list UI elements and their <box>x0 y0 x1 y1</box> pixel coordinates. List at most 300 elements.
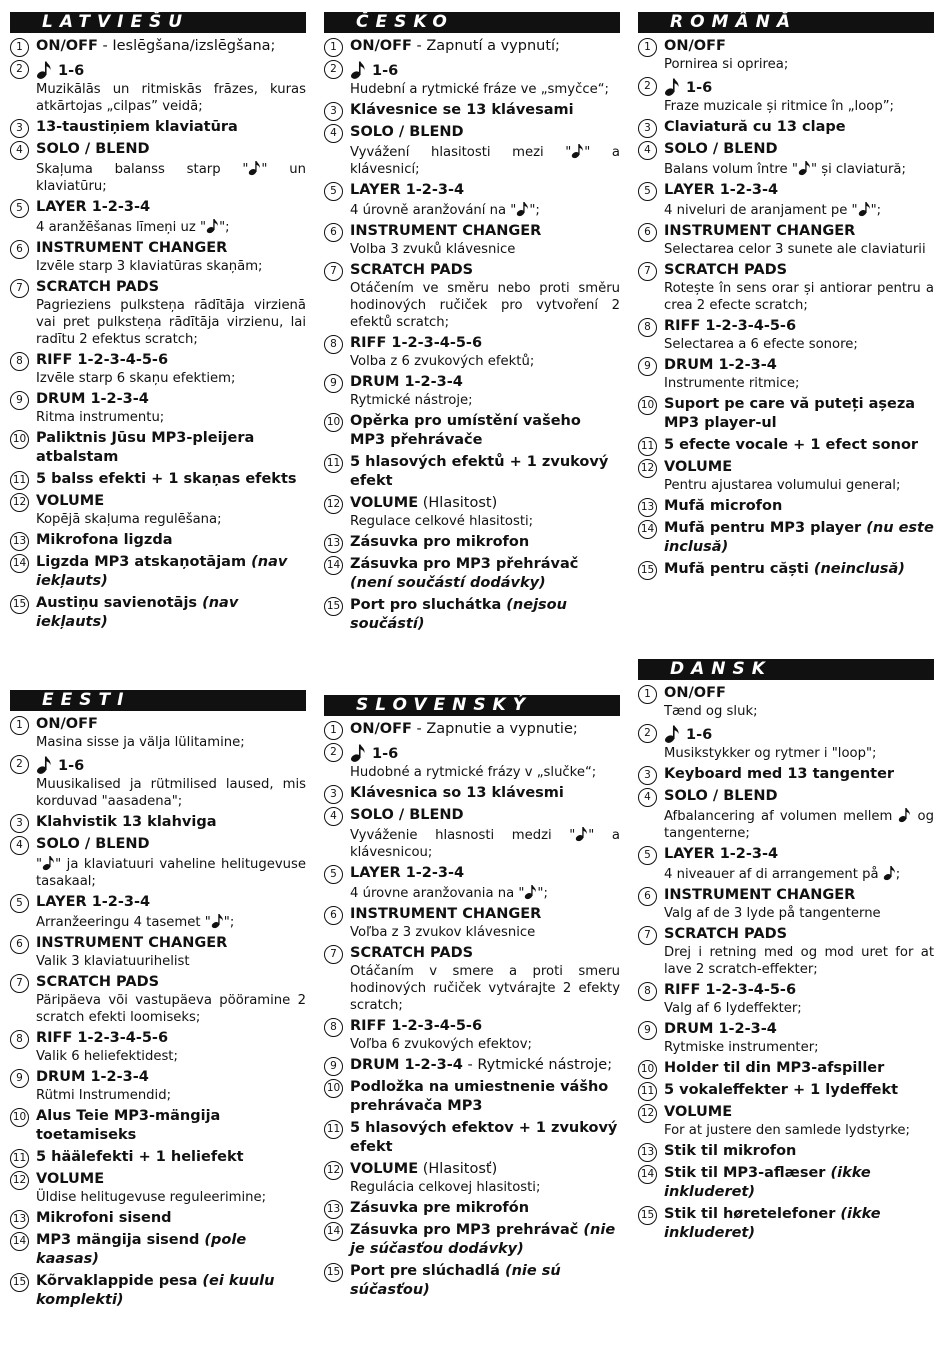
item-number-badge: 6 <box>324 223 343 242</box>
item-title-suffix: - Zapnutie a vypnutie; <box>411 721 578 737</box>
item-description <box>664 864 934 883</box>
section-header: DANSK <box>638 659 934 680</box>
item-number-badge: 4 <box>10 141 29 160</box>
item-title <box>36 1029 306 1048</box>
item-number-badge: 2 <box>638 724 657 743</box>
item-title-note: (ei kuulu komplekti) <box>36 1273 275 1308</box>
music-note-icon <box>206 217 219 234</box>
item-description-start: 4 niveluri de aranjament pe " <box>664 203 858 218</box>
item-title <box>36 118 306 137</box>
item-title <box>350 555 620 593</box>
item-number-badge: 8 <box>324 335 343 354</box>
item-description: Rütmi Instrumendid; <box>36 1088 172 1103</box>
item-description: Volba 3 zvuků klávesnice <box>350 242 516 257</box>
item-title <box>36 754 306 776</box>
item-title-text: SCRATCH PADS <box>36 974 160 990</box>
item-title <box>36 351 306 370</box>
item-title-text: INSTRUMENT CHANGER <box>350 223 542 239</box>
item-title-suffix: - Rytmické nástroje; <box>462 1057 613 1073</box>
item-title <box>36 429 306 467</box>
item-title <box>664 1164 934 1202</box>
item-number-badge: 12 <box>324 1161 343 1180</box>
item-title-text: VOLUME <box>664 459 733 475</box>
item-number-badge: 14 <box>638 1165 657 1184</box>
list-item <box>324 596 620 634</box>
item-description: Volba z 6 zvukových efektů; <box>350 354 535 369</box>
item-title-text: Stik til mikrofon <box>664 1143 797 1159</box>
music-note-icon <box>858 200 871 217</box>
item-number-badge: 2 <box>638 77 657 96</box>
item-description-end: " a klávesnicou; <box>350 828 620 860</box>
item-title-text: Mufă pentru MP3 player <box>664 520 862 536</box>
item-title-text: Holder til din MP3-afspiller <box>664 1060 885 1076</box>
item-title-text: Paliktnis Jūsu MP3-pleijera atbalstam <box>36 430 255 465</box>
item-title <box>350 181 620 200</box>
item-title-text: SOLO / BLEND <box>36 836 150 852</box>
item-number-badge: 12 <box>638 459 657 478</box>
item-number-badge: 15 <box>638 1206 657 1225</box>
item-title <box>664 765 934 784</box>
item-description: Selectarea a 6 efecte sonore; <box>664 337 858 352</box>
item-number-badge: 7 <box>10 279 29 298</box>
item-title-text: LAYER 1-2-3-4 <box>36 199 151 215</box>
section-header: SLOVENSKÝ <box>324 695 620 716</box>
item-number-badge: 11 <box>638 437 657 456</box>
item-number-badge: 8 <box>638 982 657 1001</box>
item-title <box>36 1272 306 1310</box>
item-title <box>36 1209 306 1228</box>
item-number-badge: 5 <box>638 846 657 865</box>
item-number-badge: 9 <box>10 1069 29 1088</box>
item-title <box>664 981 934 1000</box>
item-title <box>664 886 934 905</box>
list-item <box>638 787 934 842</box>
item-description: Voľba z 3 zvukov klávesnice <box>350 925 536 940</box>
list-item <box>638 140 934 178</box>
item-title <box>664 76 934 98</box>
item-title-text: Opěrka pro umístění vašeho MP3 přehrávače <box>350 413 581 448</box>
list-item <box>324 1160 620 1196</box>
list-item <box>324 181 620 219</box>
list-item <box>638 1020 934 1056</box>
item-description-end: " ja klaviatuuri vaheline helitugevuse tasakaal; <box>36 857 306 889</box>
item-description <box>350 825 620 861</box>
item-description: Ritma instrumentu; <box>36 410 165 425</box>
item-number-badge: 14 <box>10 554 29 573</box>
item-title <box>664 723 934 745</box>
list-item <box>638 765 934 784</box>
item-number-badge: 3 <box>324 785 343 804</box>
item-title <box>350 1017 620 1036</box>
item-title <box>664 140 934 159</box>
section-cesko <box>324 12 620 637</box>
item-title-text: LAYER 1-2-3-4 <box>664 182 779 198</box>
item-number-badge: 5 <box>10 199 29 218</box>
item-title <box>36 1231 306 1269</box>
item-number-badge: 7 <box>324 945 343 964</box>
item-title <box>664 118 934 137</box>
item-description <box>664 200 934 219</box>
item-number-badge: 11 <box>324 454 343 473</box>
list-item <box>638 76 934 115</box>
item-title-text: 1-6 <box>58 758 85 774</box>
list-item <box>638 356 934 392</box>
item-number-badge: 4 <box>10 836 29 855</box>
item-title-text: DRUM 1-2-3-4 <box>350 1057 463 1073</box>
item-title-text: Suport pe care vă puteți așeza MP3 player-ul <box>664 396 916 431</box>
item-title-text: MP3 mängija sisend <box>36 1232 200 1248</box>
item-number-badge: 3 <box>638 119 657 138</box>
item-description: Selectarea celor 3 sunete ale claviaturii <box>664 242 926 257</box>
list-item <box>638 723 934 762</box>
music-note-icon <box>211 912 224 929</box>
item-title-text: DRUM 1-2-3-4 <box>36 1069 149 1085</box>
item-title-text: LAYER 1-2-3-4 <box>36 894 151 910</box>
item-description: Otáčením ve směru nebo proti směru hodinových ručiček pro vytvoření 2 efektů scratch; <box>350 281 620 330</box>
item-title-text: SOLO / BLEND <box>350 124 464 140</box>
item-description: Voľba 6 zvukových efektov; <box>350 1037 532 1052</box>
item-number-badge: 14 <box>638 520 657 539</box>
list-item <box>638 845 934 883</box>
item-description-end: "; <box>529 203 540 218</box>
list-item <box>638 1059 934 1078</box>
list-item <box>324 222 620 258</box>
item-title-text: LAYER 1-2-3-4 <box>350 182 465 198</box>
item-title-text: Keyboard med 13 tangenter <box>664 766 895 782</box>
item-title <box>664 497 934 516</box>
list-item <box>324 555 620 593</box>
item-number-badge: 4 <box>324 807 343 826</box>
item-number-badge: 4 <box>324 124 343 143</box>
item-title-text: Zásuvka pre mikrofón <box>350 1200 530 1216</box>
item-number-badge: 8 <box>10 352 29 371</box>
item-title <box>350 784 620 803</box>
item-description: Hudební a rytmické fráze ve „smyčce“; <box>350 82 609 97</box>
item-title-text: RIFF 1-2-3-4-5-6 <box>664 318 797 334</box>
item-number-badge: 13 <box>638 498 657 517</box>
item-title <box>664 925 934 944</box>
item-description <box>664 159 934 178</box>
item-title <box>664 261 934 280</box>
list-item <box>10 198 306 236</box>
list-item <box>324 59 620 98</box>
item-title-text: SCRATCH PADS <box>36 279 160 295</box>
list-item <box>324 494 620 530</box>
item-title <box>36 1068 306 1087</box>
item-description <box>664 806 934 842</box>
item-title-text: Mikrofona ligzda <box>36 532 173 548</box>
item-title-text: LAYER 1-2-3-4 <box>350 865 465 881</box>
list-item <box>324 1017 620 1053</box>
list-item <box>10 553 306 591</box>
item-title-note: (nejsou součástí) <box>350 597 567 632</box>
item-description: Fraze muzicale și ritmice în „loop”; <box>664 99 894 114</box>
list-item <box>10 934 306 970</box>
list-item <box>10 715 306 751</box>
item-description-end: "; <box>537 886 548 901</box>
item-title-text: Klávesnica so 13 klávesmi <box>350 785 564 801</box>
item-title-text: Stik til høretelefoner <box>664 1206 836 1222</box>
item-title <box>36 492 306 511</box>
item-title-text: Mikrofoni sisend <box>36 1210 172 1226</box>
item-title-suffix: (Hlasitosť) <box>418 1161 498 1177</box>
item-description <box>350 142 620 178</box>
item-description: Regulácia celkovej hlasitosti; <box>350 1180 541 1195</box>
item-number-badge: 15 <box>324 1263 343 1282</box>
item-description-start: 4 aranžēšanas līmeņi uz " <box>36 220 207 235</box>
music-note-icon <box>36 754 52 775</box>
item-title <box>664 37 934 56</box>
item-description: Rotește în sens orar și antiorar pentru a crea 2 efecte scratch; <box>664 281 934 313</box>
list-item <box>10 37 306 56</box>
item-title-text: VOLUME <box>350 1161 419 1177</box>
item-number-badge: 10 <box>10 1108 29 1127</box>
item-title-text: Zásuvka pro MP3 přehrávač <box>350 556 579 572</box>
item-number-badge: 1 <box>324 721 343 740</box>
item-description: Kopējā skaļuma regulēšana; <box>36 512 222 527</box>
item-number-badge: 12 <box>10 493 29 512</box>
item-title <box>350 123 620 142</box>
item-title-text: 5 vokaleffekter + 1 lydeffekt <box>664 1082 899 1098</box>
item-title <box>664 458 934 477</box>
item-description-start: Afbalancering af volumen mellem <box>664 809 899 824</box>
item-number-badge: 12 <box>638 1104 657 1123</box>
list-item <box>10 531 306 550</box>
item-description: Regulace celkové hlasitosti; <box>350 514 534 529</box>
item-description: Rytmiske instrumenter; <box>664 1040 819 1055</box>
item-description-start: Balans volum între " <box>664 162 798 177</box>
item-title <box>664 181 934 200</box>
item-description-start: Vyváženie hlasnosti medzi " <box>350 828 576 843</box>
item-title <box>664 1020 934 1039</box>
item-number-badge: 10 <box>638 396 657 415</box>
item-number-badge: 8 <box>638 318 657 337</box>
item-title <box>664 356 934 375</box>
item-title-text: Mufă pentru căști <box>664 561 809 577</box>
item-number-badge: 7 <box>10 974 29 993</box>
item-description-end: " și claviatură; <box>810 162 906 177</box>
item-description <box>350 200 620 219</box>
item-title <box>350 494 620 513</box>
item-number-badge: 6 <box>324 906 343 925</box>
music-note-icon <box>664 76 680 97</box>
item-title <box>350 261 620 280</box>
item-title-text: INSTRUMENT CHANGER <box>664 223 856 239</box>
item-description: Otáčaním v smere a proti smeru hodinových ručiček vytvárajte 2 efekty scratch; <box>350 964 620 1013</box>
music-note-icon <box>350 742 366 763</box>
item-title-text: Zásuvka pro MP3 prehrávač <box>350 1222 579 1238</box>
item-title <box>36 198 306 217</box>
item-title <box>36 1148 306 1167</box>
item-number-badge: 15 <box>324 597 343 616</box>
item-description-start: Arranžeeringu 4 tasemet " <box>36 915 211 930</box>
item-description: For at justere den samlede lydstyrke; <box>664 1123 910 1138</box>
item-title-suffix: (Hlasitost) <box>418 495 498 511</box>
list-item <box>324 1199 620 1218</box>
item-title-note: (nav iekļauts) <box>36 554 288 589</box>
item-title <box>36 470 306 489</box>
list-item <box>10 429 306 467</box>
item-description: Hudobné a rytmické frázy v „slučke“; <box>350 765 597 780</box>
list-item <box>10 893 306 931</box>
list-item <box>324 412 620 450</box>
item-title <box>664 560 934 579</box>
item-title <box>36 813 306 832</box>
item-number-badge: 12 <box>10 1171 29 1190</box>
item-number-badge: 1 <box>638 685 657 704</box>
music-note-icon <box>664 723 680 744</box>
item-number-badge: 13 <box>10 1210 29 1229</box>
item-description: Pagrieziens pulksteņa rādītāja virzienā vai pret pulksteņa rādītāja virzienu, lai radītu 2 efektus scratch; <box>36 298 306 347</box>
item-number-badge: 3 <box>10 119 29 138</box>
item-title-text: Ligzda MP3 atskaņotājam <box>36 554 247 570</box>
item-title-text: Austiņu savienotājs <box>36 595 198 611</box>
item-title <box>36 1107 306 1145</box>
list-item <box>324 1262 620 1300</box>
item-title <box>350 59 620 81</box>
section-header: EESTI <box>10 690 306 711</box>
list-item <box>638 458 934 494</box>
music-note-icon <box>516 200 529 217</box>
list-item <box>10 1170 306 1206</box>
list-item <box>324 334 620 370</box>
item-title <box>36 390 306 409</box>
item-title <box>36 934 306 953</box>
item-description-end: " a klávesnicí; <box>350 145 621 177</box>
list-item <box>638 684 934 720</box>
item-title-text: SCRATCH PADS <box>664 926 788 942</box>
list-item <box>638 1142 934 1161</box>
item-description <box>36 159 306 195</box>
list-item <box>638 395 934 433</box>
item-description-start: 4 úrovně aranžování na " <box>350 203 517 218</box>
item-title-text: DRUM 1-2-3-4 <box>664 1021 777 1037</box>
item-description-end: " un klaviatūru; <box>36 162 306 194</box>
item-description: Päripäeva või vastupäeva pööramine 2 scratch efekti loomiseks; <box>36 993 306 1025</box>
item-number-badge: 11 <box>10 1149 29 1168</box>
item-title-text: RIFF 1-2-3-4-5-6 <box>36 352 169 368</box>
item-description: Tænd og sluk; <box>664 704 758 719</box>
item-title <box>664 787 934 806</box>
item-title-text: Port pro sluchátka <box>350 597 502 613</box>
section-header: LATVIEŠU <box>10 12 306 33</box>
item-title-text: INSTRUMENT CHANGER <box>350 906 542 922</box>
item-title <box>664 436 934 455</box>
item-title-note: (ikke inkluderet) <box>664 1206 881 1241</box>
list-item <box>10 390 306 426</box>
item-title-text: 1-6 <box>58 63 85 79</box>
list-item <box>10 594 306 632</box>
item-description: Valik 6 heliefektidest; <box>36 1049 178 1064</box>
item-number-badge: 4 <box>638 788 657 807</box>
list-item <box>638 317 934 353</box>
item-title-text: RIFF 1-2-3-4-5-6 <box>350 335 483 351</box>
item-title-text: Podložka na umiestnenie vášho prehrávača MP3 <box>350 1079 609 1114</box>
item-number-badge: 10 <box>638 1060 657 1079</box>
item-description-end: "; <box>219 220 230 235</box>
item-title <box>664 1059 934 1078</box>
item-number-badge: 8 <box>10 1030 29 1049</box>
music-note-icon <box>350 59 366 80</box>
list-item <box>324 1221 620 1259</box>
list-item <box>324 123 620 178</box>
list-item <box>10 140 306 195</box>
item-description <box>36 912 306 931</box>
item-number-badge: 9 <box>324 374 343 393</box>
item-description: Pentru ajustarea volumului general; <box>664 478 901 493</box>
item-number-badge: 13 <box>324 1200 343 1219</box>
item-number-badge: 11 <box>324 1120 343 1139</box>
item-number-badge: 11 <box>638 1082 657 1101</box>
section-latviesu <box>10 12 306 635</box>
item-title-suffix: - Zapnutí a vypnutí; <box>411 38 560 54</box>
item-number-badge: 6 <box>10 935 29 954</box>
list-item <box>10 239 306 275</box>
item-title-text: Alus Teie MP3-mängija toetamiseks <box>36 1108 221 1143</box>
item-title <box>36 594 306 632</box>
list-item <box>324 1119 620 1157</box>
section-dansk <box>638 659 934 1246</box>
list-item <box>10 492 306 528</box>
item-title-note: (nu este inclusă) <box>664 520 934 555</box>
section-romana <box>638 12 934 582</box>
item-title <box>350 453 620 491</box>
item-title <box>664 395 934 433</box>
item-title <box>350 222 620 241</box>
item-description-start: Skaļuma balanss starp " <box>36 162 249 177</box>
list-item <box>10 1148 306 1167</box>
item-title-text: 5 häälefekti + 1 heliefekt <box>36 1149 244 1165</box>
item-description-start: 4 niveauer af di arrangement på <box>664 867 883 882</box>
item-title <box>36 1170 306 1189</box>
item-number-badge: 9 <box>638 357 657 376</box>
item-number-badge: 4 <box>638 141 657 160</box>
item-number-badge: 14 <box>10 1232 29 1251</box>
item-number-badge: 9 <box>324 1057 343 1076</box>
item-description: Drej i retning med og mod uret for at lave 2 scratch-effekter; <box>664 945 934 977</box>
item-number-badge: 1 <box>638 38 657 57</box>
item-number-badge: 10 <box>324 413 343 432</box>
item-title-text: SCRATCH PADS <box>664 262 788 278</box>
list-item <box>10 470 306 489</box>
list-item <box>638 1164 934 1202</box>
item-number-badge: 14 <box>324 556 343 575</box>
item-title-text: RIFF 1-2-3-4-5-6 <box>664 982 797 998</box>
list-item <box>324 1078 620 1116</box>
list-item <box>638 37 934 73</box>
item-number-badge: 3 <box>10 814 29 833</box>
item-title-text: VOLUME <box>36 493 105 509</box>
item-title <box>664 684 934 703</box>
item-title <box>36 239 306 258</box>
item-number-badge: 8 <box>324 1018 343 1037</box>
item-title-text: Klávesnice se 13 klávesami <box>350 102 574 118</box>
music-note-icon <box>898 806 911 823</box>
item-title <box>664 1142 934 1161</box>
item-title-text: INSTRUMENT CHANGER <box>36 240 228 256</box>
item-title-text: SOLO / BLEND <box>36 141 150 157</box>
item-description-end: og tangenterne; <box>664 809 934 841</box>
item-title-text: ON/OFF <box>350 721 412 737</box>
item-title-text: RIFF 1-2-3-4-5-6 <box>36 1030 169 1046</box>
music-note-icon <box>524 883 537 900</box>
item-title-text: VOLUME <box>664 1104 733 1120</box>
list-item <box>638 925 934 978</box>
item-title <box>36 59 306 81</box>
item-description: Valg af de 3 lyde på tangenterne <box>664 906 881 921</box>
item-title <box>36 140 306 159</box>
item-title-text: LAYER 1-2-3-4 <box>664 846 779 862</box>
